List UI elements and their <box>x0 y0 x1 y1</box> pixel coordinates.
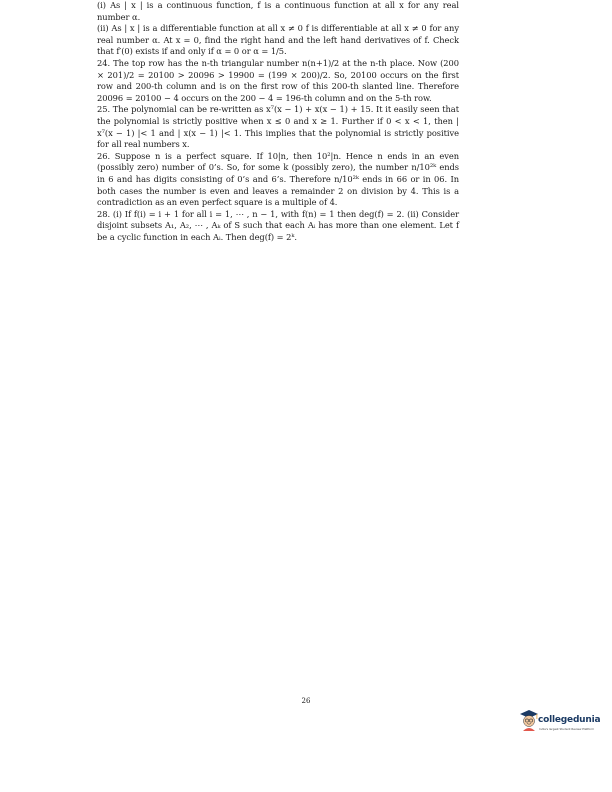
graduate-mascot-icon <box>519 709 539 731</box>
solutions-text <box>97 0 459 243</box>
solution-24: 24. The top row has the n-th triangular number n(n+1)/2 at the n-th place. Now (200 × 201)/2 = 20100 > 20096 > 19900 = (199 × 200)/2. So, 20100 occurs on the first row and 200-th column and is on the first row of this 200-th slanted line. Therefore 20096 = 20100 − 4 occurs on the 200 − 4 = 196-th column and on the 5-th row. <box>97 57 459 103</box>
solution-part-ii: (ii) As | x | is a differentiable function at all x ≠ 0 f is differentiable at all x ≠ 0 for any real number α. At x = 0, find the right hand and the left hand derivatives of f. Check that f′(0) exists if and only if α = 0 or α = 1/5. <box>97 23 459 57</box>
collegedunia-logo <box>519 709 609 739</box>
page-number: 26 <box>301 697 311 705</box>
logo-wordmark: collegedunia <box>538 715 601 725</box>
solution-25: 25. The polynomial can be re-written as x⁷(x − 1) + x(x − 1) + 15. It it easily seen that the polynomial is strictly positive when x ≤ 0 and x ≥ 1. Further if 0 < x < 1, then | x⁷(x − 1) |< 1 and | x(x − 1) |< 1. This implies that the polynomial is strictly positive for all real numbers x. <box>97 104 459 150</box>
solution-part-i: (i) As | x | is a continuous function, f is a continuous function at all x for any real number α. <box>97 0 459 22</box>
solution-28: 28. (i) If f(i) = i + 1 for all i = 1, ⋯ , n − 1, with f(n) = 1 then deg(f) = 2. (ii) Consider disjoint subsets A₁, A₂, ⋯ , Aₖ of S such that each Aᵢ has more than one element. Let f be a cyclic function in each Aᵢ. Then deg(f) = 2ᵏ. <box>97 208 459 242</box>
solution-26: 26. Suppose n is a perfect square. If 10|n, then 10²|n. Hence n ends in an even (possibly zero) number of 0’s. So, for some k (possibly zero), the number n/10²ᵏ ends in 6 and has digits consisting of 0’s and 6’s. Therefore n/10²ᵏ ends in 66 or in 06. In both cases the number is even and leaves a remainder 2 on division by 4. This is a contradiction as an even perfect square is a multiple of 4. <box>97 150 459 208</box>
logo-tagline: India's largest Student Review Platform <box>539 727 595 731</box>
